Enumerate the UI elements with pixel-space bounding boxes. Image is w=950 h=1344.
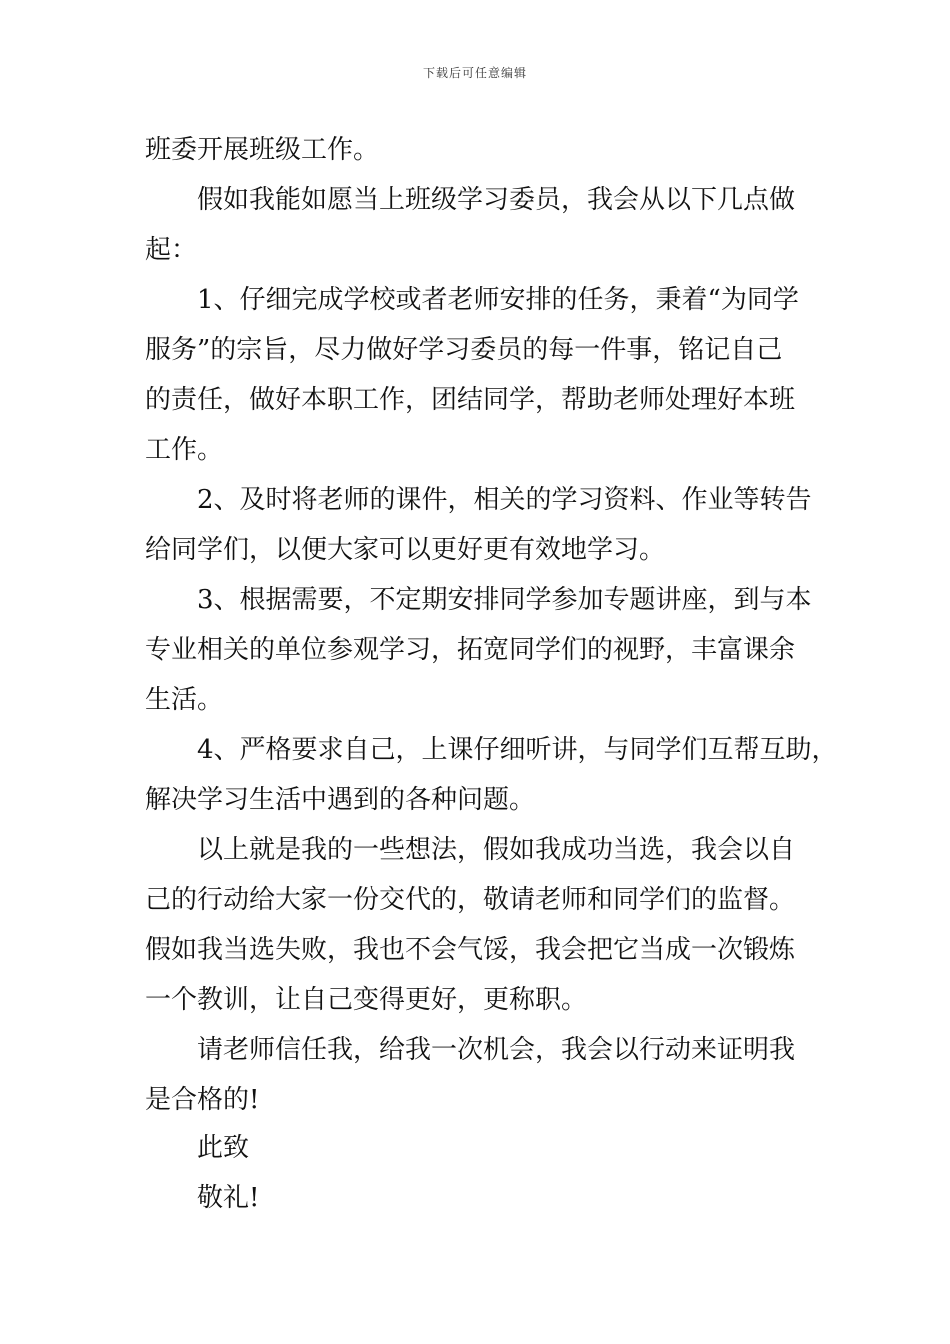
text-line: 己的行动给大家一份交代的，敬请老师和同学们的监督。 xyxy=(145,885,796,915)
text-line: 班委开展班级工作。 xyxy=(145,135,380,165)
text-line: 工作。 xyxy=(145,435,224,465)
text-line: 是合格的! xyxy=(145,1085,260,1115)
list-item-1-line: 1、仔细完成学校或者老师安排的任务，秉着“为同学 xyxy=(197,285,799,315)
text-line: 给同学们，以便大家可以更好更有效地学习。 xyxy=(145,535,666,565)
list-item-4-line: 4、严格要求自己，上课仔细听讲，与同学们互帮互助， xyxy=(197,735,838,765)
paragraph-start-line: 以上就是我的一些想法，假如我成功当选，我会以自 xyxy=(197,835,796,865)
list-item-2-line: 2、及时将老师的课件，相关的学习资料、作业等转告 xyxy=(197,485,812,515)
text-line: 起： xyxy=(145,235,198,265)
text-line: 解决学习生活中遇到的各种问题。 xyxy=(145,785,536,815)
text-line: 的责任，做好本职工作，团结同学，帮助老师处理好本班 xyxy=(145,385,796,415)
page-header-note: 下载后可任意编辑 xyxy=(422,66,527,80)
closing-regards: 敬礼! xyxy=(197,1183,260,1213)
text-line: 一个教训，让自己变得更好，更称职。 xyxy=(145,985,588,1015)
paragraph-start-line: 假如我能如愿当上班级学习委员，我会从以下几点做 xyxy=(197,185,796,215)
text-line: 假如我当选失败，我也不会气馁，我会把它当成一次锻炼 xyxy=(145,935,796,965)
closing-salutation: 此致 xyxy=(197,1133,250,1163)
text-line: 专业相关的单位参观学习，拓宽同学们的视野，丰富课余 xyxy=(145,635,796,665)
paragraph-start-line: 请老师信任我，给我一次机会，我会以行动来证明我 xyxy=(197,1035,796,1065)
list-item-3-line: 3、根据需要，不定期安排同学参加专题讲座，到与本 xyxy=(197,585,812,615)
text-line: 生活。 xyxy=(145,685,224,715)
text-line: 服务”的宗旨，尽力做好学习委员的每一件事，铭记自己 xyxy=(145,335,783,365)
